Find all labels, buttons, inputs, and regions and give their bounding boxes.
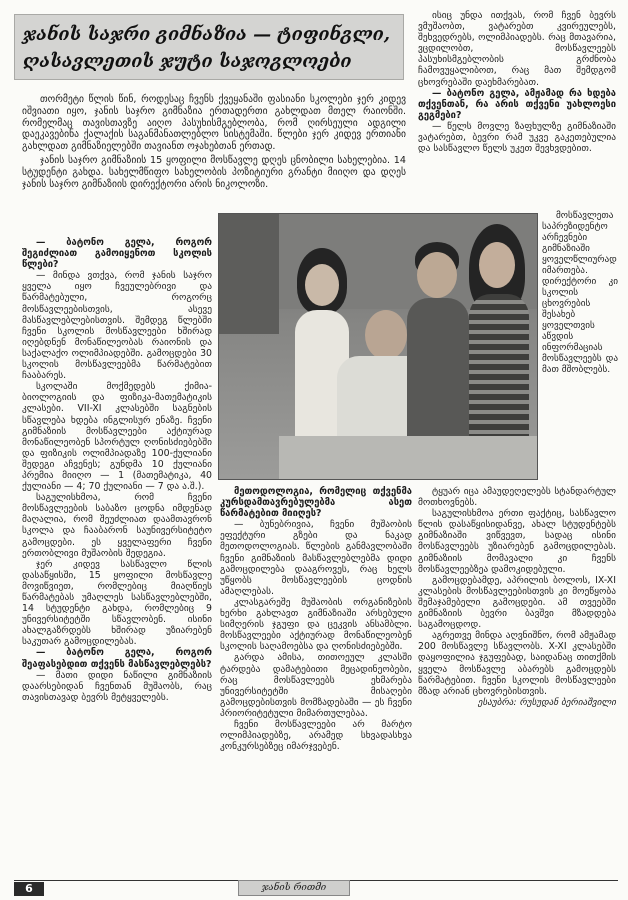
- lead-paragraph: ჯანის საჯრო გიმნაზიის 15 ყოფილი მოსწავლე დღეს ცნობილი სახელებია. 14 სტუდენტი გახდა. სახელმწიფო სახელობის პოზიტიური გრანტი მიიღო და დღეს ჯანის საჯრო გიმნაზიის დირექტორი არის ნიკოლოზი.: [22, 154, 406, 190]
- column-photo-wrap: [542, 210, 618, 480]
- article-paragraph: — ბუნებრივია, ჩვენი მუშაობის ეფექტური გზები და ნაკად მეთოდოლოგიას. წლების განმავლობაში ჩვენი გიმნაზიის მასწავლებლებმა დიდი გამოცდილება დააგროვეს, რაც ხელს უწყობს მოსწავლეების ცოდნის ამაღლებას.: [220, 519, 412, 597]
- article-paragraph: ტყუარ იცა ამაუდეღელებს სტანდარტულ მოთხოვნებს.: [418, 486, 616, 509]
- page-footer: [14, 880, 618, 895]
- lead-paragraphs: [22, 94, 406, 192]
- article-paragraph: აგრეთვე მინდა აღვნიშნო, რომ ამჟამად 200 მოსწავლე სწავლობს. X-XI კლასებში დაყოფილია ჯგუფებად, საიდანაც თითქმის ყველა მოსწავლე აბარებს გამოცდებს წარმატებით. ჩვენი სკოლის მოსწავლეები მზად არიან ცხოვრებისთვის.: [418, 630, 616, 697]
- article-paragraph: — წელს მოვლე ზაფხულზე გიმნაზიაში ვატარებთ, ბევრი რამ უკვე გაკეთებულია და სასწავლო წელს უკეთ შევხვდებით.: [418, 120, 616, 155]
- interview-question: — ბატონო გელა, როგორ შეაფასებდით თქვენს მასწავლებლებს?: [22, 647, 212, 670]
- interview-question: მეთოდოლოგია, რომელიც თქვენმა კურსდამთავრებულებმა ასეთ წარმატებით მიიღეს?: [220, 486, 412, 520]
- article-paragraph: საგულისხმოა, რომ ჩვენი მოსწავლეების საბაზო ცოდნა იმდენად მაღალია, რომ შეუძლიათ დაამთავრონ სკოლა და ჩააბარონ საუნივერსიტეტო გამოცდები. ეს ყველაფერი ჩვენი ერთობლივი მუშაობის შედეგია.: [22, 492, 212, 559]
- article-paragraph: სკოლაში მოქმედებს ქიმია-ბიოლოგიის და ფიზიკა-მათემატიკის კლასები. VII-XI კლასებში საგნების სწავლება ხდება ინგლისურ ენაზე. ჩვენი გიმნაზიის მოსწავლეები აქტიურად მონაწილეობენ სპორტულ ღონისძიებებში და ფიზიკის ოლიმპიადაზე 100-ქულიანი შედეგი აჩვენეს; გუნდმა 10 ქულიანი პრემია მიიღო — 1 (მათემატიკა, 40 ქულიანი — 4; 70 ქულიანი — 7 და ა.შ.).: [22, 381, 212, 493]
- photo-desk: [279, 436, 537, 479]
- lead-paragraph: თორმეტი წლის წინ, როდესაც ჩვენს ქვეყანაში ფასიანი სკოლები ჯერ კიდევ იშვიათი იყო, ჯანის საჯრო გიმნაზია ერთადერთი გახლდათ მთელ რაიონში. რომელმაც თავისთავზე აიღო პასუხისმგებლობა, რომ ღირსეული ადგილი დაეკავებინა ქალაქის საგანმანათლებლო სისტემაში. წლები ჯერ კიდევ ერთიანი გახლდათ გიმნაზიელებში თავიანთ ოჯახებთან ერთად.: [22, 94, 406, 153]
- group-photo: [218, 213, 538, 480]
- interview-question: — ბატონო გელა, ამჟამად რა ხდება თქვენთან, რა არის თქვენი უახლოესი გეგმები?: [418, 87, 616, 121]
- column-left: [22, 237, 212, 870]
- column-middle: [220, 486, 412, 870]
- article-paragraph: საგულისხმოა ერთი ფაქტიც, სასწავლო წლის დასაწყისიდანვე, ახალ სტუდენტებს გიმნაზიაში ვიწვევთ, სადაც ისინი მოსწავლეებს უზიარებენ გამოცდილებას. გიმნაზიის მომავალი კი ჩვენს მოსწავლეებზეა დამოკიდებული.: [418, 508, 616, 575]
- author-signature: ესაუბრა: რუსუდან ბერიაშვილი: [477, 696, 616, 708]
- article-paragraph: — მინდა ვთქვა, რომ ჯანის საჯრო ყველა იყო ჩვეულებრივი და წარმატებული, როგორც მოსწავლეებისთვის, ასევე მასწავლებლებისთვის. შემდეგ წლებში ჩვენი სკოლის მოსწავლეები ხშირად იღებდნენ მონაწილეობას რაიონის და საქალაქო ოლიმპიადებში. გამოცდები 30 სკოლის მოსწავლეებმა წარმატებით ჩააბარეს.: [22, 270, 212, 382]
- article-paragraph: გამოცდებამდე, აპრილის ბოლოს, IX-XI კლასების მოსწავლეებისთვის კი მოეწყობა შემაჯამებელი გამოცდები. ამ თვეებში გიმნაზიის ბევრი ბავშვი მზადდება საგამოცდოდ.: [418, 574, 616, 631]
- photo-cabinet: [219, 214, 279, 334]
- article-paragraph: ჯერ კიდევ სასწავლო წლის დასაწყისში, 15 ყოფილი მოსწავლე მოვიწვიეთ, რომლებიც მიაღწიეს წარმატებას უმაღლეს სასწავლებლებში, 14 სტუდენტი გახდა, რომლებიც 9 უნივერსიტეტში სწავლობენ. ისინი ახალგაზრდებს ხშირად უზიარებენ საკუთარ გამოცდილებას.: [22, 558, 212, 648]
- headline-box: [14, 14, 404, 80]
- article-paragraph: ისიც უნდა ითქვას, რომ ჩვენ ბევრს ვმუშაობთ, ვატარებთ კვირეულებს, შეხვედრებს, ოლიმპიადებს. რაც მთავარია, ვცდილობთ, მოსწავლეებს პასუხისმგებლობის გრძნობა ჩამოვუყალიბოთ, რაც მათ შემდგომ ცხოვრებაში დაეხმარებათ.: [418, 10, 616, 88]
- article-paragraph: — მათი დიდი ნაწილი გიმნაზიის დაარსებიდან ჩვენთან მუშაობს, რაც თავისთავად ბევრს მეტყველებს.: [22, 669, 212, 703]
- article-paragraph: გარდა ამისა, თითოეულ კლასში ტარდება დამატებითი მეცადინეობები, რაც მოსწავლეებს ეხმარება უნივერსიტეტში მისაღები გამოცდებისთვის მომზადებაში — ეს ჩვენი პრიორიტეტული მიმართულებაა.: [220, 652, 412, 719]
- newspaper-title: ჯანის რითმი: [238, 880, 350, 896]
- article-paragraph: ჩვენი მოსწავლეები არ მარტო ოლიმპიადებზე, არამედ სხვადასხვა კონკურსებზეც იმარჯვებენ.: [220, 718, 412, 753]
- wrap-paragraph: მოსწავლეთა საპრეზიდენტო არჩევნები გიმნაზიაში ყოველწლიურად იმართება. დირექტორი კი სკოლის ცხოვრების შესახებ ყოველთვის აწვდის ინფორმაციას მოსწავლეებს და მათ მშობლებს.: [542, 210, 618, 375]
- headline: ჯანის საჯრი გიმნაზია — ტიფინგლი, ღასავლეთის ჯუტი საჯოგლოები: [23, 24, 391, 72]
- column-right-top: [418, 10, 616, 208]
- article-paragraph: კლასგარეშე მუშაობის ორგანიზების ხერხი გახლავთ გიმნაზიაში არსებული სიმღერის ჯგუფი და ცეკვის ანსამბლი. მოსწავლეები აქტიურად მონაწილეობენ სკოლის საღამოებსა და ღონისძიებებში.: [220, 596, 412, 653]
- interview-question: — ბატონო გელა, როგორ შეგიძლიათ გამოიყენოთ სკოლის წლები?: [22, 237, 212, 271]
- column-right-bottom: [418, 486, 616, 861]
- page-number: 6: [14, 882, 44, 896]
